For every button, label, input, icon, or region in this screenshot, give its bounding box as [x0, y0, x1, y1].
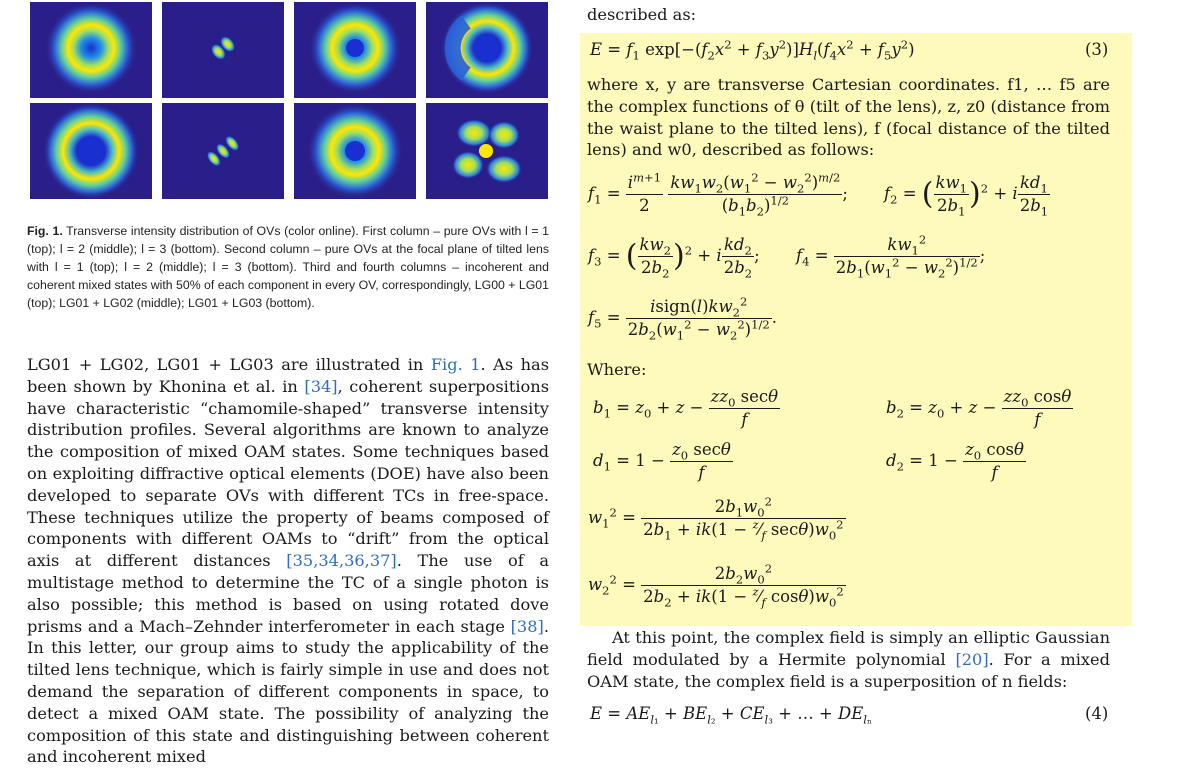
- equation-4: $E = AE_{l_1} + BE_{l_2} + CE_{l_3}$ + … + $DE_{l_n}$: [590, 704, 872, 727]
- equation-3-number: (3): [1085, 40, 1109, 59]
- panel-focal-l2: [162, 103, 284, 199]
- right-bottom-paragraph: [587, 627, 1110, 692]
- right-top-line: described as:: [587, 5, 697, 24]
- equation-w2-squared: $w_2^2$ = $\frac{2b_2w_0^2}{2b_2 + ik(1 - ^z⁄_f \cos\theta)w_0^2}$: [588, 561, 844, 610]
- equation-w1-squared: $w_1^2$ = $\frac{2b_1w_0^2}{2b_1 + ik(1 - ^z⁄_f \sec\theta)w_0^2}$: [588, 494, 844, 543]
- where-label: Where:: [587, 360, 647, 379]
- figure-caption: [27, 222, 549, 312]
- equation-d2: $d_2 = 1$ − $\frac{z_0 \cos\theta}{f}$: [886, 440, 1024, 482]
- equation-f2: $f_2$ = ( $\frac{kw_1}{2b_1}$ )$^2$ + i $\frac{kd_1}{2b_1}$: [884, 173, 1049, 219]
- equation-3: $E = f_1$ $\exp[-(f_2x^2 + f_3y^2)]H_l(f_4x^2 + f_5y^2)$: [590, 37, 915, 63]
- figure-1-grid: [30, 0, 550, 200]
- equation-f5: $f_5$ = $\frac{isign(l)kw_2^2}{2b_2(w_1^2 - w_2^2)^{1/2}}$ .: [588, 294, 777, 343]
- panel-coherent-00-01: [426, 2, 548, 98]
- bottom-text-1: At this point, the complex field is simply an elliptic Gaussian field modulated by a Hermite polynomial: [587, 628, 1110, 669]
- right-paragraph-where: where x, y are transverse Cartesian coordinates. f1, … f5 are the complex functions of θ (tilt of the lens), z, z0 (distance from the waist plane to the tilted lens), f (focal distance of the tilted lens) and w0, described as follows:: [587, 75, 1110, 160]
- panel-coherent-01-02: [426, 103, 548, 199]
- equation-b1: $b_1 = z_0 + z$ − $\frac{zz_0 \sec\theta}{f}$: [593, 387, 779, 429]
- caption-text: Transverse intensity distribution of OVs (color online). First column – pure OVs with l = 1 (top); l = 2 (middle); l = 3 (bottom). Second column – pure OVs at the focal plane of tilted lens with l = 1 (top); l = 2 (middle); l = 3 (bottom). Third and fourth columns – incoherent and coherent mixed states with 50% of each component in every OV, correspondingly, LG00 + LG01 (top); LG01 + LG02 (middle); LG01 + LG03 (bottom).: [27, 224, 549, 310]
- link-ref-35-34-36-37[interactable]: [35,34,36,37]: [286, 551, 397, 571]
- body-text-5: . In this letter, our group aims to study the applicability of the tilted lens technique, which is fairly simple in use and does not demand the separation of different components in space, to detect a mixed OAM state. The possibility of analyzing the composition of this state and distinguishing between coherent and incoherent mixed: [27, 616, 549, 767]
- equation-f1: $f_1$ = $\frac{i^{m+1}}{2}$ $\frac{kw_1w_2(w_1^2 - w_2^2)^{m/2}}{(b_1b_2)^{1/2}}$ ;: [588, 170, 848, 219]
- equation-d1: $d_1 = 1$ − $\frac{z_0 \sec\theta}{f}$: [593, 440, 731, 482]
- link-ref-20[interactable]: [20]: [955, 649, 989, 669]
- panel-incoherent-00-01: [294, 2, 416, 98]
- equation-b2: $b_2 = z_0 + z$ − $\frac{zz_0 \cos\theta}{f}$: [886, 387, 1072, 429]
- equation-4-number: (4): [1085, 704, 1109, 723]
- body-text-4: . The use of a multistage method to determine the TC of a single photon is also possible; this method is based on using rotated dove prisms and a Mach–Zehnder interferometer in each stage: [27, 551, 549, 636]
- link-fig-1[interactable]: Fig. 1: [430, 355, 481, 374]
- bottom-text-2: . For a mixed OAM state, the complex field is a superposition of n fields:: [587, 649, 1110, 691]
- link-ref-34[interactable]: [34]: [304, 376, 338, 396]
- equation-f3: $f_3$ = ( $\frac{kw_2}{2b_2}$ )$^2$ + i $\frac{kd_2}{2b_2}$ ;: [588, 235, 760, 281]
- panel-incoherent-01-02: [294, 103, 416, 199]
- link-ref-38[interactable]: [38]: [510, 616, 544, 636]
- panel-focal-l1: [162, 2, 284, 98]
- panel-pure-l2: [30, 103, 152, 199]
- left-column-body: [27, 354, 549, 768]
- body-text-1: LG01 + LG02, LG01 + LG03 are illustrated in: [27, 355, 431, 374]
- caption-label: Fig. 1.: [27, 224, 63, 238]
- body-text-3: , coherent superpositions have characteristic “chamomile-shaped” transverse intensity distribution profiles. Several algorithms are known to analyze the composition of mixed OAM states. Some techniques based on exploiting diffractive optical elements (DOE) have also been developed to separate OVs with different TCs in free-space. These techniques utilize the property of beams composed of components with different OAMs to “drift” from the optical axis at different distances: [27, 376, 549, 571]
- equation-f4: $f_4$ = $\frac{kw_1^2}{2b_1(w_1^2 - w_2^2)^{1/2}}$ ;: [796, 232, 986, 281]
- body-text-2: . As has been shown by Khonina et al. in: [27, 355, 550, 396]
- panel-pure-l1: [30, 2, 152, 98]
